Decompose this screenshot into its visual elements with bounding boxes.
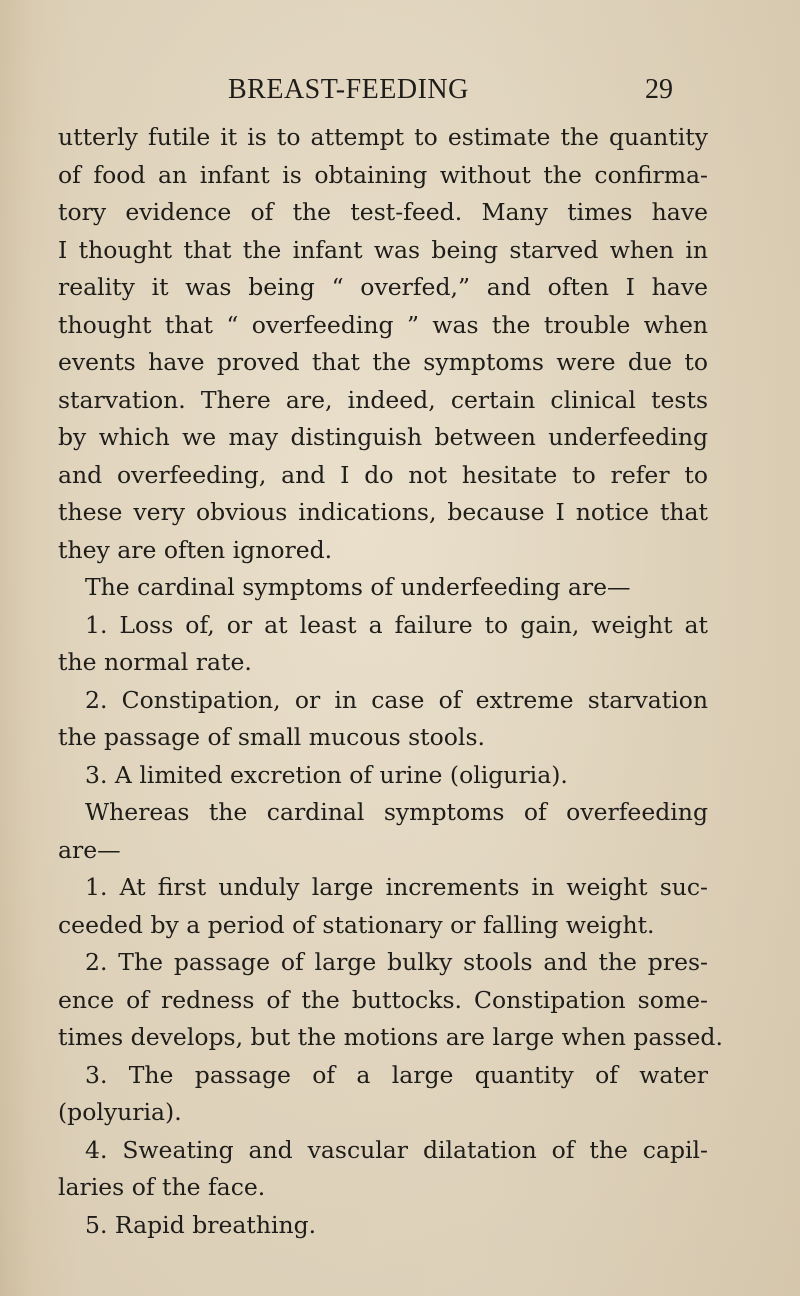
list-item-line: (polyuria).	[58, 1098, 182, 1126]
list-item-line: 5. Rapid breathing.	[85, 1210, 317, 1239]
text-line: utterly futile it is to attempt to estimate the quantity	[58, 123, 708, 151]
list-item-line: laries of the face.	[58, 1173, 266, 1201]
list-item-line: ence of redness of the buttocks. Constipation some-	[58, 985, 708, 1014]
list-item-line: 2. Constipation, or in case of extreme starvation	[85, 685, 708, 714]
list-item-line: the passage of small mucous stools.	[58, 723, 485, 751]
text-line: of food an infant is obtaining without the confirma-	[58, 160, 708, 189]
text-line: thought that “ overfeeding ” was the trouble when	[58, 310, 708, 339]
list-item-line: 1. At first unduly large increments in weight suc-	[85, 873, 708, 901]
list-item-line: 3. A limited excretion of urine (oliguria).	[85, 760, 568, 789]
text-line: events have proved that the symptoms were due to	[58, 348, 708, 376]
text-line: The cardinal symptoms of underfeeding are—	[85, 573, 631, 601]
body-text	[58, 119, 723, 1244]
text-line: and overfeeding, and I do not hesitate to refer to	[58, 460, 708, 489]
running-head	[0, 68, 800, 114]
page-number: 29	[645, 74, 673, 105]
text-line: they are often ignored.	[58, 535, 333, 564]
text-line: starvation. There are, indeed, certain clinical tests	[58, 385, 708, 414]
running-head-title: BREAST-FEEDING	[228, 74, 469, 105]
list-item-line: 2. The passage of large bulky stools and the pres-	[85, 948, 708, 976]
text-line: Whereas the cardinal symptoms of overfeeding	[85, 798, 708, 826]
list-item-line: 1. Loss of, or at least a failure to gain, weight at	[85, 610, 708, 639]
list-item-line: 4. Sweating and vascular dilatation of the capil-	[85, 1135, 708, 1164]
text-line: by which we may distinguish between underfeeding	[58, 423, 708, 451]
list-item-line: the normal rate.	[58, 648, 252, 676]
list-item-line: times develops, but the motions are large when passed.	[58, 1023, 723, 1051]
text-line: these very obvious indications, because I notice that	[58, 498, 708, 526]
text-line: tory evidence of the test-feed. Many times have	[58, 198, 708, 226]
list-item-line: ceeded by a period of stationary or falling weight.	[58, 910, 655, 939]
text-line: are—	[58, 835, 121, 864]
list-item-line: 3. The passage of a large quantity of water	[85, 1060, 708, 1089]
text-line: I thought that the infant was being starved when in	[58, 235, 708, 264]
text-line: reality it was being “ overfed,” and often I have	[58, 273, 708, 301]
